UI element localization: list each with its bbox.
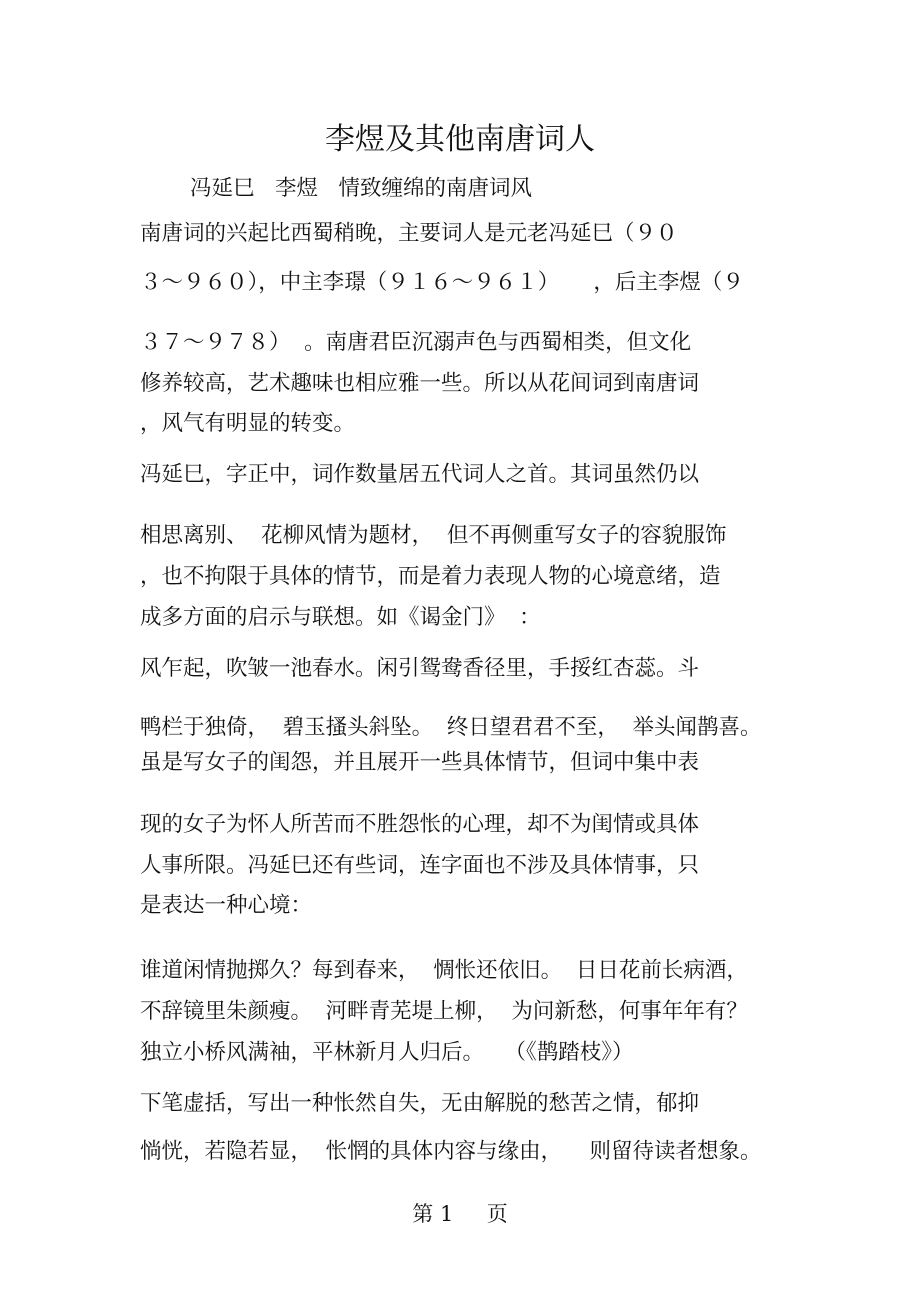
text-line: ，也不拘限于具体的情节，而是着力表现人物的心境意绪，造 xyxy=(140,564,721,589)
text-line: 虽是写女子的闺怨，并且展开一些具体情节，但词中集中表 xyxy=(140,750,700,775)
page-title: 李煜及其他南唐词人 xyxy=(325,122,595,157)
text-line: 成多方面的启示与联想。如《谒金门》 ： xyxy=(140,605,541,630)
text-line: ，风气有明显的转变。 xyxy=(140,411,356,436)
text-line: 不辞镜里朱颜瘦。 河畔青芜堤上柳， 为问新愁，何事年年有？ xyxy=(140,999,748,1024)
text-line: 相思离别、 花柳风情为题材， 但不再侧重写女子的容貌服饰 xyxy=(140,523,727,548)
text-line: 风乍起，吹皱一池春水。闲引鸳鸯香径里，手挼红杏蕊。斗 xyxy=(140,656,700,681)
text-line: 人事所限。冯延巳还有些词，连字面也不涉及具体情事，只 xyxy=(140,853,700,878)
text-line: 鸭栏于独倚， 碧玉搔头斜坠。 终日望君君不至， 举头闻鹊喜。 xyxy=(140,715,762,740)
text-line: 独立小桥风满袖，平林新月人归后。 （《鹊踏枝》） xyxy=(140,1040,634,1065)
text-line: 惝恍，若隐若显， 怅惘的具体内容与缘由， 则留待读者想象。 xyxy=(140,1139,762,1164)
text-line: ３７～９７８） 。南唐君臣沉溺声色与西蜀相类，但文化 xyxy=(140,330,692,355)
text-line: 是表达一种心境： xyxy=(140,893,313,918)
text-line: 南唐词的兴起比西蜀稍晚，主要词人是元老冯延巳（９０ xyxy=(140,221,678,246)
text-line: ３～９６０），中主李璟（９１６～９６１） ，后主李煜（９ xyxy=(140,270,744,295)
text-line: 下笔虚括，写出一种怅然自失，无由解脱的愁苦之情，郁抑 xyxy=(140,1091,700,1116)
text-line: 现的女子为怀人所苦而不胜怨怅的心理，却不为闺情或具体 xyxy=(140,812,700,837)
page-number: 第 1 页 xyxy=(412,1202,508,1226)
subtitle: 冯延巳 李煜 情致缠绵的南唐词风 xyxy=(190,176,533,201)
text-line: 谁道闲情抛掷久？每到春来， 惆怅还依旧。 日日花前长病酒， xyxy=(140,958,748,983)
text-line: 冯延巳，字正中，词作数量居五代词人之首。其词虽然仍以 xyxy=(140,462,700,487)
text-line: 修养较高，艺术趣味也相应雅一些。所以从花间词到南唐词 xyxy=(140,371,700,396)
